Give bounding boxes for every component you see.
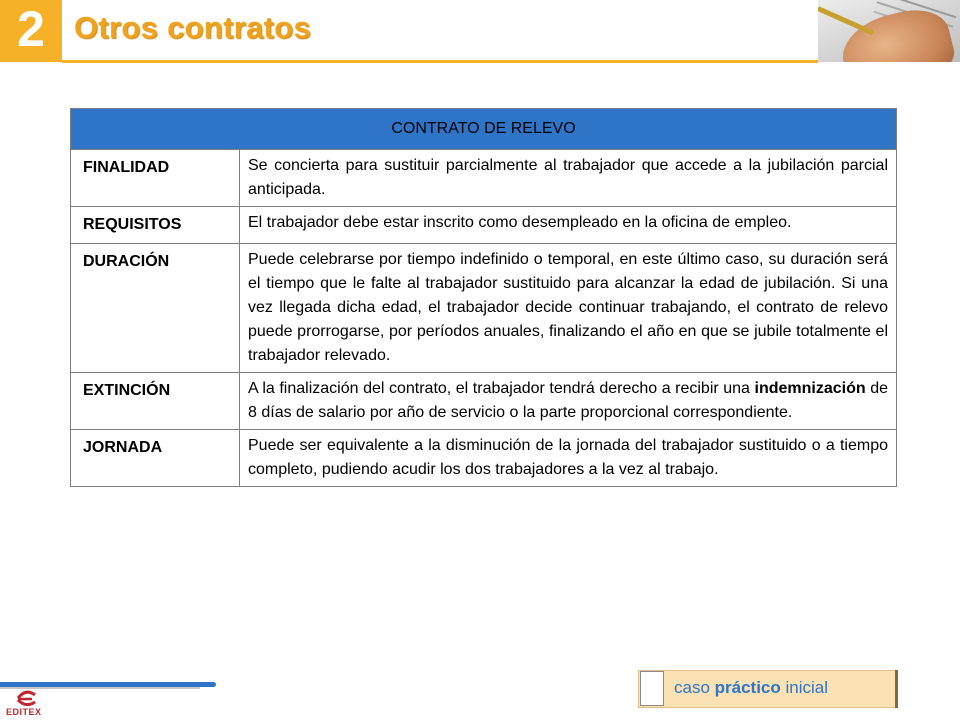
- table-row: [71, 244, 897, 373]
- table-row: [71, 207, 897, 244]
- row-text-extincion: [240, 373, 897, 430]
- case-square-icon: [640, 671, 664, 706]
- row-text-jornada: Puede ser equivalente a la disminución de la jornada del trabajador sustituido o a tiempo completo, pudiendo acudir los dos trabajadores a la vez al trabajo.: [240, 430, 897, 487]
- case-practico-link[interactable]: [674, 678, 828, 698]
- table-heading: CONTRATO DE RELEVO: [71, 109, 897, 150]
- header-divider: [62, 60, 818, 63]
- header-photo: [818, 0, 960, 62]
- row-label-finalidad: FINALIDAD: [71, 150, 240, 207]
- table-row: [71, 430, 897, 487]
- editex-logo-text: EDITEX: [6, 707, 42, 717]
- extincion-text-bold: indemnización: [754, 380, 866, 397]
- pen-icon: [818, 6, 874, 35]
- row-text-requisitos: El trabajador debe estar inscrito como desempleado en la oficina de empleo.: [240, 207, 897, 244]
- row-label-jornada: JORNADA: [71, 430, 240, 487]
- footer-bar-shadow: [0, 687, 200, 689]
- table-row: [71, 150, 897, 207]
- extincion-text-before: A la finalización del contrato, el trabajador tendrá derecho a recibir una: [248, 380, 755, 397]
- contract-table: [70, 108, 897, 487]
- row-label-extincion: EXTINCIÓN: [71, 373, 240, 430]
- table-row: [71, 373, 897, 430]
- case-bold: práctico: [714, 678, 781, 697]
- extincion-text-after: de 8 días de salario por año de servicio o la parte proporcional correspondiente.: [248, 380, 888, 421]
- row-label-duracion: DURACIÓN: [71, 244, 240, 373]
- page-title: Otros contratos: [74, 10, 312, 45]
- case-prefix: caso: [674, 678, 715, 697]
- editex-logo-icon: [15, 690, 37, 706]
- table-header-row: [71, 109, 897, 150]
- row-label-requisitos: REQUISITOS: [71, 207, 240, 244]
- row-text-finalidad: Se concierta para sustituir parcialmente al trabajador que accede a la jubilación parcial anticipada.: [240, 150, 897, 207]
- chapter-number: 2: [17, 1, 45, 57]
- row-text-duracion: Puede celebrarse por tiempo indefinido o temporal, en este último caso, su duración será el tiempo que le falte al trabajador sustituido para alcanzar la edad de jubilación. Si una vez llegada dicha edad, el trabajador decide continuar trabajando, el contrato de relevo puede prorrogarse, por períodos anuales, finalizando el año en que se jubile totalmente el trabajador relevado.: [240, 244, 897, 373]
- case-box-shadow: [895, 670, 898, 708]
- case-suffix: inicial: [780, 678, 829, 697]
